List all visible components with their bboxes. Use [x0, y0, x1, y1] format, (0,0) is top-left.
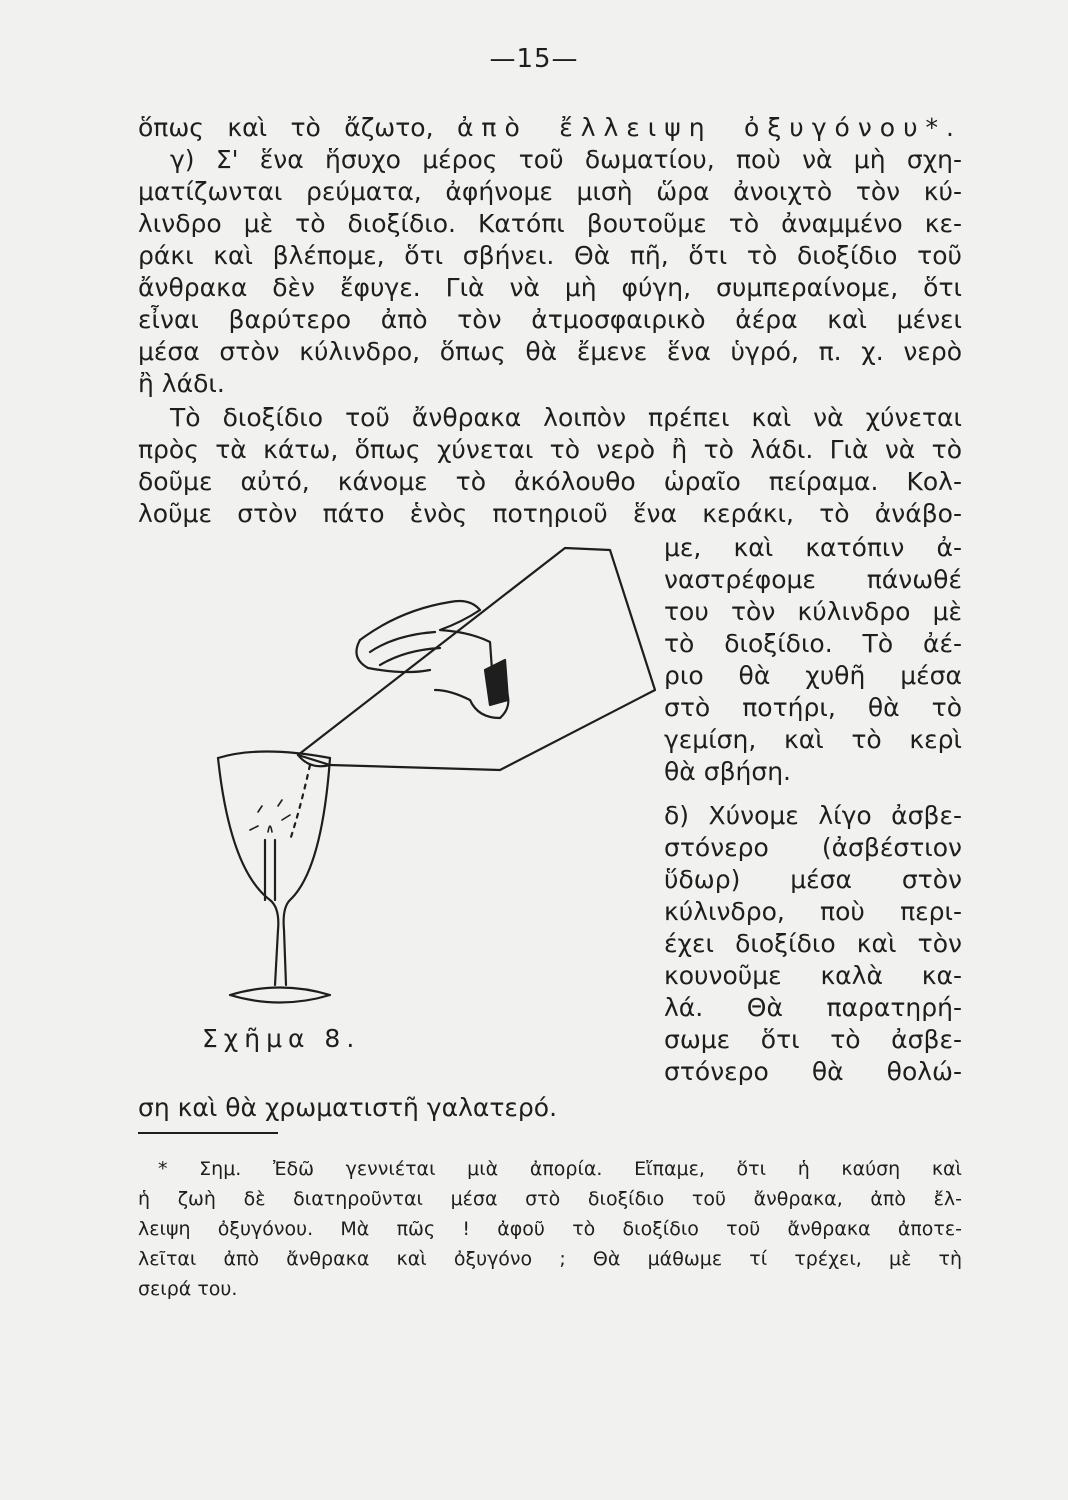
- text-line-2: γ) Σ' ἕνα ἥσυχο μέρος τοῦ δωματίου, ποὺ νὰ μὴ σχη-: [170, 145, 962, 174]
- side-line-5: ριο θὰ χυθῆ μέσα: [664, 661, 962, 690]
- text-line-7: εἶναι βαρύτερο ἀπὸ τὸν ἀτμοσφαιρικὸ ἀέρα καὶ μένει: [138, 305, 962, 334]
- side-line-12: κύλινδρο, ποὺ περι-: [664, 897, 962, 926]
- side-line-4: τὸ διοξίδιο. Τὸ ἀέ-: [664, 629, 962, 658]
- figure-caption: Σχῆμα 8.: [202, 1024, 361, 1053]
- hand-icon: [360, 601, 508, 718]
- text-line-6: ἄνθρακα δὲν ἔφυγε. Γιὰ νὰ μὴ φύγη, συμπεραίνομε, ὅτι: [138, 273, 962, 302]
- text-line-9: ἢ λάδι.: [138, 369, 225, 398]
- side-line-11: ὕδωρ) μέσα στὸν: [664, 865, 962, 894]
- cylinder-icon: [298, 548, 655, 770]
- side-line-10: στόνερο (ἀσβέστιον: [664, 833, 962, 862]
- glass-icon: [218, 752, 330, 759]
- candle-icon: [265, 840, 275, 900]
- text-line-13: λοῦμε στὸν πάτο ἑνὸς ποτηριοῦ ἕνα κεράκι, τὸ ἀνάβο-: [138, 499, 962, 528]
- side-line-13: έχει διοξίδιο καὶ τὸν: [664, 929, 962, 958]
- footnote-line-5: σειρά του.: [138, 1278, 238, 1300]
- text-line-11: πρὸς τὰ κάτω, ὅπως χύνεται τὸ νερὸ ἢ τὸ λάδι. Γιὰ νὰ τὸ: [138, 435, 962, 464]
- footnote-divider: [138, 1132, 278, 1134]
- text-line-8: μέσα στὸν κύλινδρο, ὅπως θὰ ἔμενε ἕνα ὑγρό, π. χ. νερὸ: [138, 337, 962, 366]
- text-line-3: ματίζωνται ρεύματα, ἀφήνομε μισὴ ὥρα ἀνοιχτὸ τὸν κύ-: [138, 177, 962, 206]
- closing-line: ση καὶ θὰ χρωματιστῆ γαλατερό.: [138, 1093, 558, 1122]
- side-line-16: σωμε ὅτι τὸ ἀσβε-: [664, 1025, 962, 1054]
- side-line-1: με, καὶ κατόπιν ἀ-: [664, 533, 962, 562]
- footnote-line-3: λειψη ὀξυγόνου. Μὰ πῶς ! ἀφοῦ τὸ διοξίδιο τοῦ ἄνθρακα ἀποτε-: [138, 1218, 962, 1240]
- page-number: —15—: [489, 44, 579, 74]
- pouring-experiment-illustration: [200, 540, 660, 1020]
- side-line-8: θὰ σβήση.: [664, 757, 792, 786]
- text-line-1: ὅπως καὶ τὸ ἄζωτο, ἀπὸ ἔλλειψη ὀξυγόνου*.: [138, 113, 962, 142]
- side-line-2: ναστρέφομε πάνωθέ: [664, 565, 962, 594]
- footnote-line-1: * Σημ. Ἐδῶ γεννιέται μιὰ ἀπορία. Εἴπαμε, ὅτι ἡ καύση καὶ: [158, 1158, 962, 1180]
- side-line-9: δ) Χύνομε λίγο ἀσβε-: [664, 801, 962, 830]
- text-line-12: δοῦμε αὐτό, κάνομε τὸ ἀκόλουθο ὡραῖο πείραμα. Κολ-: [138, 467, 962, 496]
- side-line-3: του τὸν κύλινδρο μὲ: [664, 597, 962, 626]
- side-line-14: κουνοῦμε καλὰ κα-: [664, 961, 962, 990]
- side-line-17: στόνερο θὰ θολώ-: [664, 1057, 962, 1086]
- side-line-6: στὸ ποτήρι, θὰ τὸ: [664, 693, 962, 722]
- text-line-4: λινδρο μὲ τὸ διοξίδιο. Κατόπι βουτοῦμε τὸ ἀναμμένο κε-: [138, 209, 962, 238]
- footnote-line-2: ἡ ζωὴ δὲ διατηροῦνται μέσα στὸ διοξίδιο τοῦ ἄνθρακα, ἀπὸ ἔλ-: [138, 1188, 962, 1210]
- text-line-10: Τὸ διοξίδιο τοῦ ἄνθρακα λοιπὸν πρέπει καὶ νὰ χύνεται: [170, 403, 962, 432]
- footnote-line-4: λεῖται ἀπὸ ἄνθρακα καὶ ὀξυγόνο ; Θὰ μάθωμε τί τρέχει, μὲ τὴ: [138, 1248, 962, 1270]
- side-line-7: γεμίση, καὶ τὸ κερὶ: [664, 725, 962, 754]
- text-line-5: ράκι καὶ βλέπομε, ὅτι σβήνει. Θὰ πῆ, ὅτι τὸ διοξίδιο τοῦ: [138, 241, 962, 270]
- side-line-15: λά. Θὰ παρατηρή-: [664, 993, 962, 1022]
